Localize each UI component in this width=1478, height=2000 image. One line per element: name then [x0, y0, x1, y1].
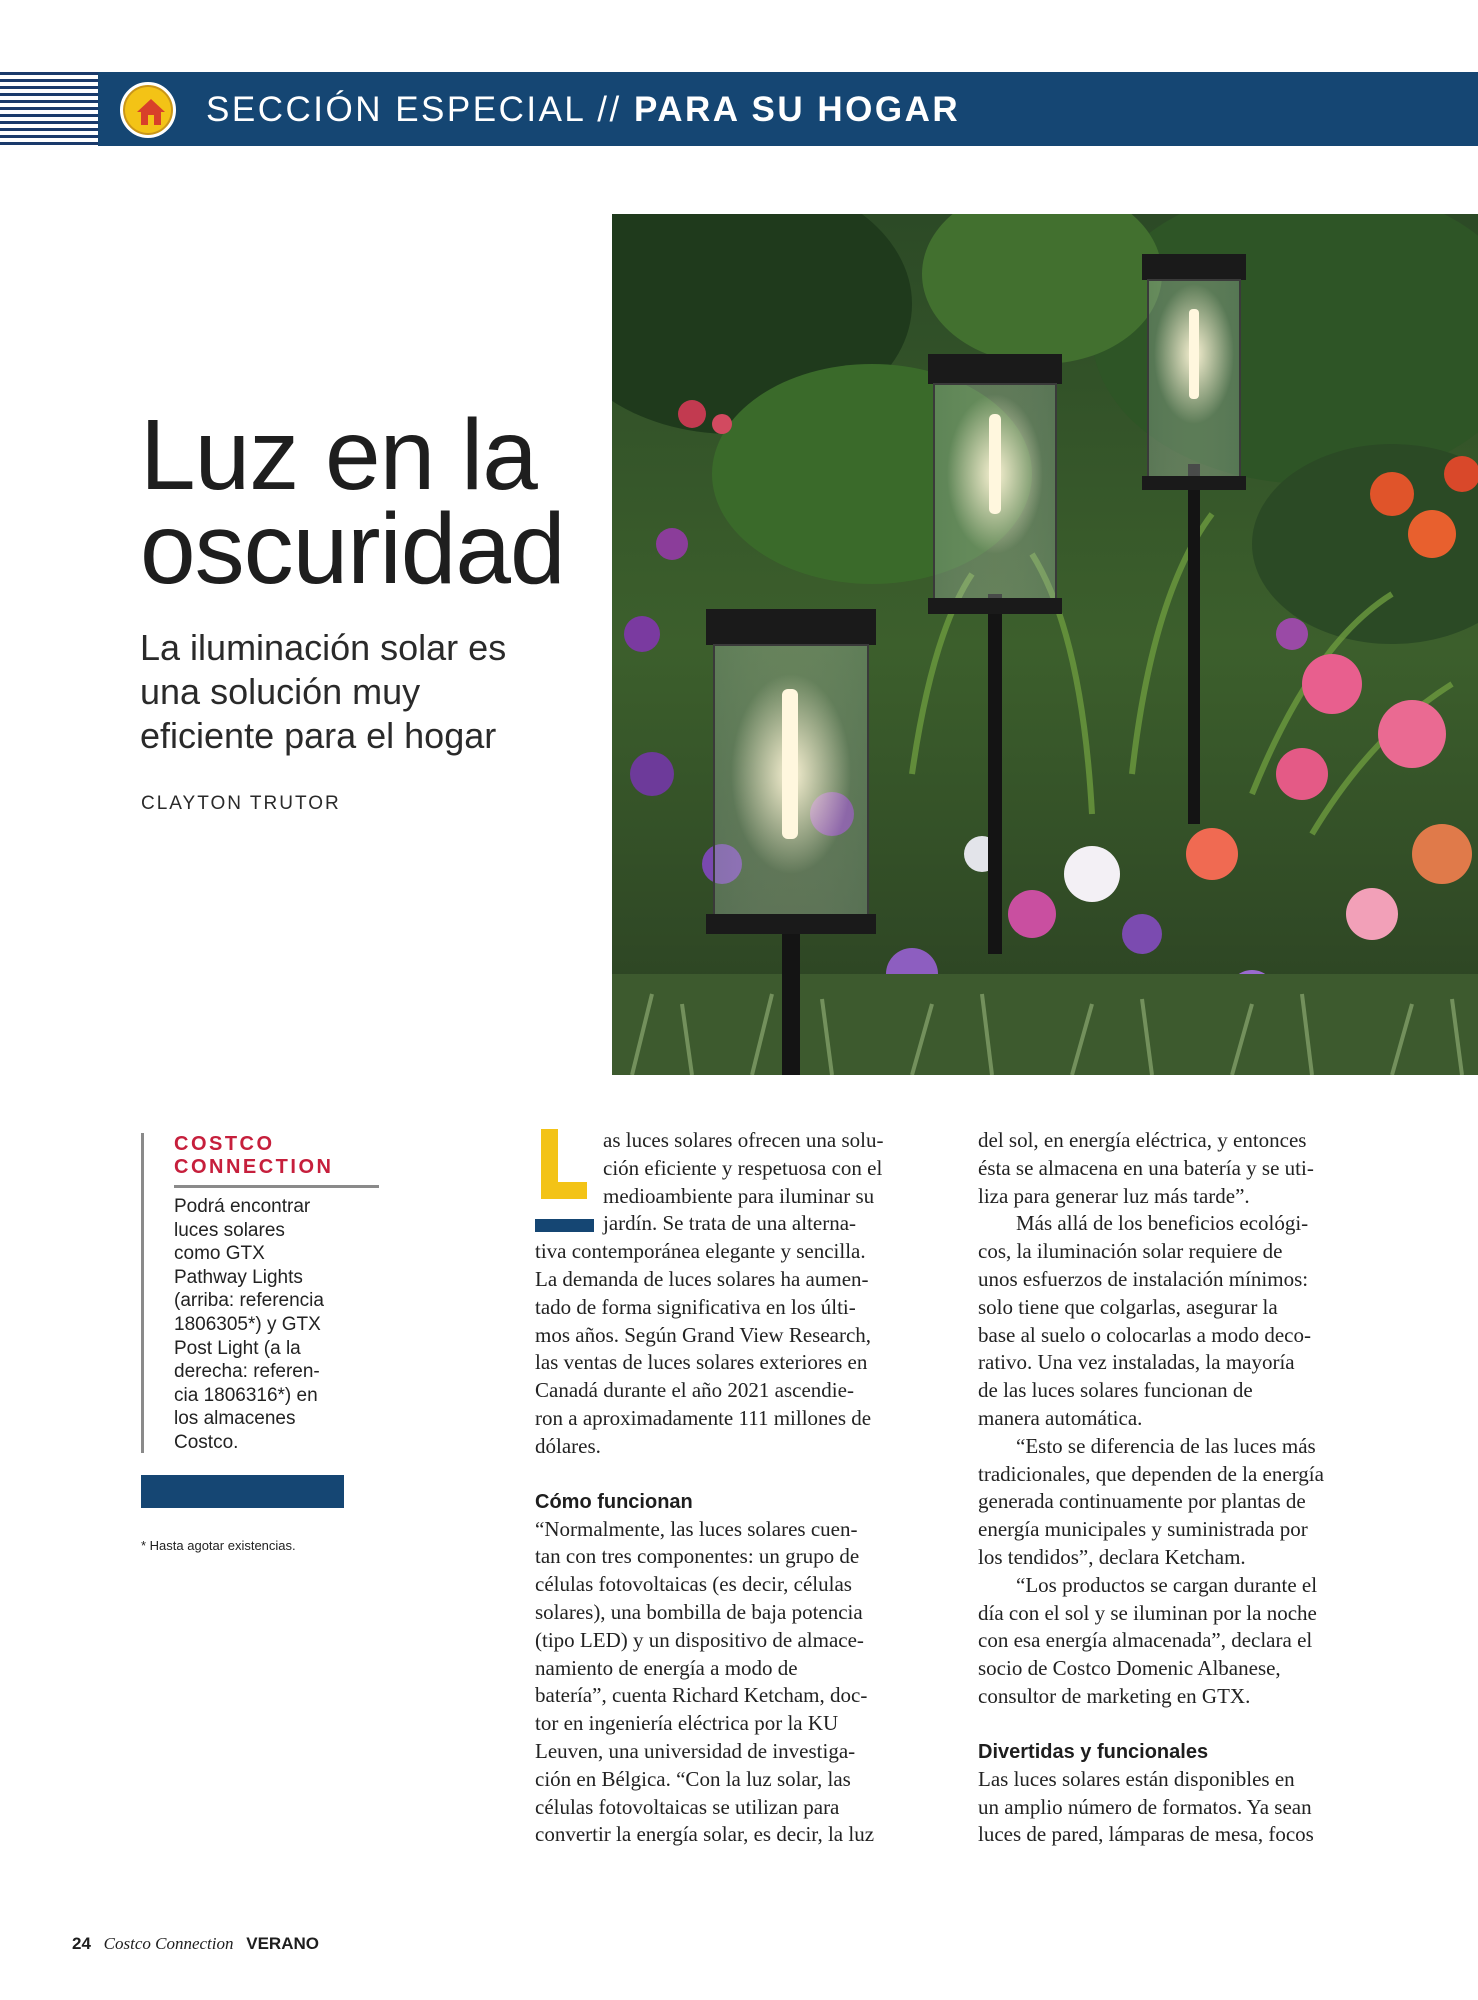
subhead-como-funcionan: Cómo funcionan	[535, 1490, 693, 1513]
text-line: Canadá durante el año 2021 ascendie-	[535, 1378, 854, 1403]
text-line: células fotovoltaicas (es decir, células	[535, 1572, 852, 1597]
text-line: namiento de energía a modo de	[535, 1655, 798, 1680]
home-icon	[120, 82, 176, 138]
text-line: mos años. Según Grand View Research,	[535, 1322, 872, 1347]
text-line: consultor de marketing en GTX.	[978, 1683, 1251, 1708]
drop-cap-rule	[535, 1219, 594, 1232]
article-column-2	[978, 1127, 1383, 1849]
sidebar-line: derecha: referen-	[174, 1361, 320, 1383]
photo-illustration	[612, 214, 1478, 1075]
sidebar-line: los almacenes	[174, 1408, 296, 1430]
text-line: (tipo LED) y un dispositivo de almace-	[535, 1627, 864, 1652]
headline-line-1: Luz en la	[140, 399, 537, 511]
text-line: de las luces solares funcionan de	[978, 1378, 1253, 1403]
text-line: manera automática.	[978, 1405, 1143, 1430]
text-line: generada continuamente por plantas de	[978, 1489, 1306, 1514]
text-line: unos esfuerzos de instalación mínimos:	[978, 1266, 1309, 1291]
article-deck	[140, 626, 610, 758]
text-line: batería”, cuenta Richard Ketcham, doc-	[535, 1683, 868, 1708]
text-line: ésta se almacena en una batería y se uti-	[978, 1155, 1314, 1180]
sidebar-line: Pathway Lights	[174, 1266, 303, 1288]
text-line: con esa energía almacenada”, declara el	[978, 1628, 1313, 1653]
text-line: “Esto se diferencia de las luces más	[1016, 1433, 1316, 1458]
header-stripes	[0, 72, 98, 146]
drop-cap-paragraph	[535, 1127, 940, 1238]
text-line: tradicionales, que dependen de la energía	[978, 1461, 1324, 1486]
sidebar-line: luces solares	[174, 1219, 285, 1241]
text-line: células fotovoltaicas se utilizan para	[535, 1794, 840, 1819]
text-line: solares), una bombilla de baja potencia	[535, 1599, 863, 1624]
headline-line-2: oscuridad	[140, 493, 565, 605]
sidebar-divider	[174, 1185, 379, 1188]
garden-solar-lights-photo	[612, 214, 1478, 1075]
sidebar-blue-block	[141, 1475, 344, 1508]
text-line: energía municipales y suministrada por	[978, 1517, 1308, 1542]
text-line: base al suelo o colocarlas a modo deco-	[978, 1322, 1311, 1347]
text-line: cos, la iluminación solar requiere de	[978, 1239, 1283, 1264]
issue-season: VERANO	[246, 1934, 319, 1953]
text-line: tan con tres componentes: un grupo de	[535, 1544, 860, 1569]
text-line: La demanda de luces solares ha aumen-	[535, 1266, 869, 1291]
section-title	[206, 88, 960, 132]
text-line: dólares.	[535, 1433, 601, 1458]
section-topic: PARA SU HOGAR	[634, 90, 961, 129]
text-line: ción en Bélgica. “Con la luz solar, las	[535, 1766, 851, 1791]
text-line: solo tiene que colgarlas, asegurar la	[978, 1294, 1278, 1319]
section-label: SECCIÓN ESPECIAL //	[206, 90, 622, 129]
text-line: as luces solares ofrecen una solu-	[603, 1128, 884, 1152]
sidebar-line: Post Light (a la	[174, 1337, 301, 1359]
article-column-1	[535, 1127, 940, 1849]
text-line: los tendidos”, declara Ketcham.	[978, 1544, 1246, 1569]
text-line: día con el sol y se iluminan por la noche	[978, 1600, 1317, 1625]
text-line: jardín. Se trata de una alterna-	[603, 1211, 857, 1236]
text-line: convertir la energía solar, es decir, la luz	[535, 1822, 875, 1847]
text-line: “Normalmente, las luces solares cuen-	[535, 1516, 858, 1541]
deck-line-3: eficiente para el hogar	[140, 715, 497, 756]
deck-line-1: La iluminación solar es	[140, 627, 507, 668]
drop-cap-l	[535, 1129, 590, 1204]
text-line: “Los productos se cargan durante el	[1016, 1572, 1318, 1597]
text-line: liza para generar luz más tarde”.	[978, 1183, 1250, 1208]
text-line: medioambiente para iluminar su	[603, 1183, 875, 1208]
text-line: ción eficiente y respetuosa con el	[603, 1155, 883, 1180]
text-line: tado de forma significativa en los últi-	[535, 1294, 856, 1319]
sidebar-footnote: * Hasta agotar existencias.	[141, 1538, 296, 1553]
sidebar-body	[174, 1195, 359, 1455]
sidebar-line: como GTX	[174, 1243, 265, 1265]
sidebar-title-line-2: CONNECTION	[174, 1156, 334, 1178]
text-line: del sol, en energía eléctrica, y entonces	[978, 1128, 1307, 1152]
text-line: las ventas de luces solares exteriores en	[535, 1350, 868, 1375]
sidebar-line: cia 1806316*) en	[174, 1384, 318, 1406]
page-footer	[72, 1934, 319, 1954]
deck-line-2: una solución muy	[140, 671, 421, 712]
text-line: socio de Costco Domenic Albanese,	[978, 1656, 1281, 1681]
text-line: luces de pared, lámparas de mesa, focos	[978, 1822, 1314, 1847]
sidebar-title	[174, 1133, 333, 1179]
text-line: rativo. Una vez instaladas, la mayoría	[978, 1350, 1295, 1375]
sidebar-line: Costco.	[174, 1431, 239, 1453]
sidebar-left-rule	[141, 1133, 144, 1453]
text-line: un amplio número de formatos. Ya sean	[978, 1794, 1312, 1819]
text-line: ron a aproximadamente 111 millones de	[535, 1405, 872, 1430]
byline: CLAYTON TRUTOR	[141, 793, 341, 814]
article-headline	[140, 399, 600, 605]
page-number: 24	[72, 1934, 91, 1953]
text-line: Las luces solares están disponibles en	[978, 1766, 1295, 1791]
subhead-divertidas: Divertidas y funcionales	[978, 1740, 1209, 1763]
text-line: Más allá de los beneficios ecológi-	[1016, 1211, 1309, 1236]
magazine-name: Costco Connection	[103, 1934, 234, 1953]
sidebar-line: 1806305*) y GTX	[174, 1313, 321, 1335]
sidebar-line: (arriba: referencia	[174, 1290, 324, 1312]
text-line: Leuven, una universidad de investiga-	[535, 1738, 856, 1763]
text-line: tiva contemporánea elegante y sencilla.	[535, 1239, 866, 1264]
sidebar-title-line-1: COSTCO	[174, 1133, 275, 1155]
text-line: tor en ingeniería eléctrica por la KU	[535, 1711, 839, 1736]
sidebar-line: Podrá encontrar	[174, 1196, 311, 1217]
